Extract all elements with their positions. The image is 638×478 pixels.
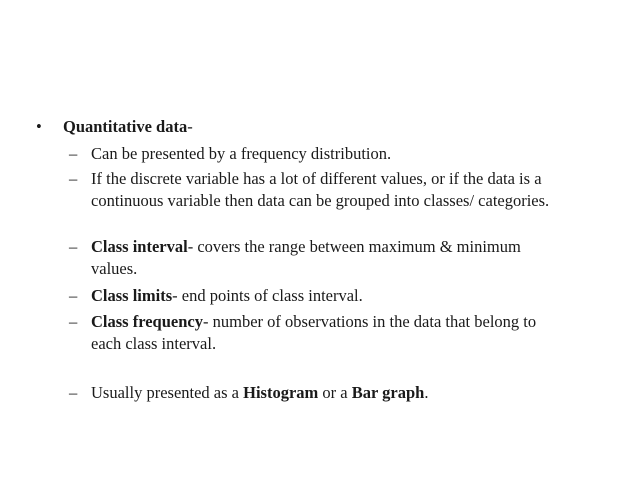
item-frequency-distribution: Can be presented by a frequency distribution. <box>91 144 392 163</box>
presentation-pre: Usually presented as a <box>91 383 244 402</box>
term-class-frequency: Class frequency <box>91 312 203 331</box>
dash-marker: – <box>69 237 78 256</box>
item-class-interval-cont: values. <box>91 259 138 278</box>
term-bar-graph: Bar graph <box>351 383 425 402</box>
item-class-limits <box>91 285 363 307</box>
dash-marker: – <box>69 169 78 188</box>
item-class-frequency-cont: each class interval. <box>91 334 217 353</box>
class-frequency-desc: - number of observations in the data that belong to <box>203 312 537 331</box>
bullet-marker: • <box>36 117 42 136</box>
term-class-interval: Class interval <box>91 237 188 256</box>
dash-marker: – <box>69 312 78 331</box>
class-interval-desc: - covers the range between maximum & minimum <box>187 237 521 256</box>
heading-suffix: - <box>187 117 193 136</box>
dash-marker: – <box>69 286 78 305</box>
item-class-frequency <box>91 311 536 333</box>
presentation-end: . <box>424 383 429 402</box>
heading-line <box>63 116 193 138</box>
item-discrete-variable-line1: If the discrete variable has a lot of different values, or if the data is a <box>91 169 542 188</box>
item-presentation <box>91 382 428 404</box>
dash-marker: – <box>69 383 78 402</box>
term-class-limits: Class limits <box>91 286 173 305</box>
term-histogram: Histogram <box>243 383 319 402</box>
class-limits-desc: - end points of class interval. <box>172 286 363 305</box>
heading-label: Quantitative data <box>63 117 188 136</box>
presentation-mid: or a <box>318 383 352 402</box>
item-discrete-variable-line2: continuous variable then data can be grouped into classes/ categories. <box>91 191 550 210</box>
item-class-interval <box>91 236 521 258</box>
dash-marker: – <box>69 144 78 163</box>
